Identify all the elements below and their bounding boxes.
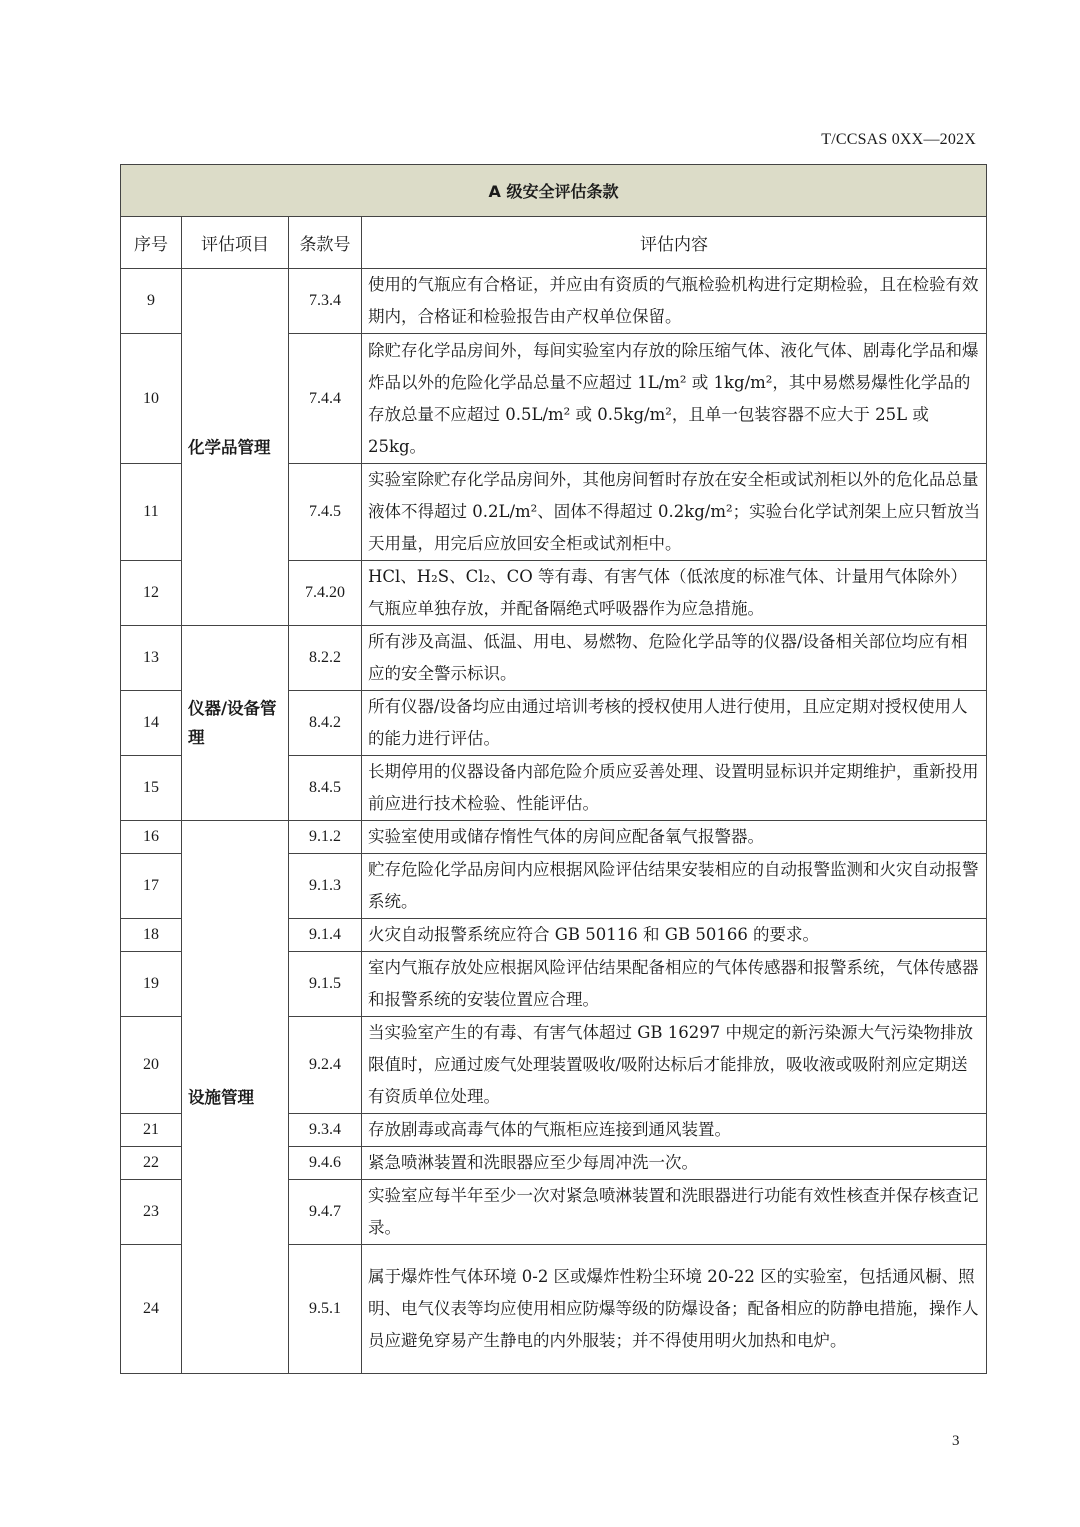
row-content: 除贮存化学品房间外，每间实验室内存放的除压缩气体、液化气体、剧毒化学品和爆炸品以外的危险化学品总量不应超过 1L/m² 或 1kg/m²，其中易燃易爆性化学品的存放总量不应超过 0.5L/m² 或 0.5kg/m²，且单一包装容器不应大于 25L 或 25kg。 [362, 334, 987, 464]
row-seq: 20 [121, 1017, 182, 1114]
row-content: 所有仪器/设备均应由通过培训考核的授权使用人进行使用，且应定期对授权使用人的能力进行评估。 [362, 691, 987, 756]
row-clause: 8.4.5 [289, 756, 362, 821]
row-clause: 8.2.2 [289, 626, 362, 691]
row-clause: 7.4.5 [289, 464, 362, 561]
row-seq: 14 [121, 691, 182, 756]
row-content: 室内气瓶存放处应根据风险评估结果配备相应的气体传感器和报警系统，气体传感器和报警系统的安装位置应合理。 [362, 952, 987, 1017]
row-clause: 9.5.1 [289, 1245, 362, 1374]
row-content: 所有涉及高温、低温、用电、易燃物、危险化学品等的仪器/设备相关部位均应有相应的安全警示标识。 [362, 626, 987, 691]
row-clause: 9.1.3 [289, 854, 362, 919]
column-header-item: 评估项目 [182, 217, 289, 269]
row-seq: 15 [121, 756, 182, 821]
row-seq: 23 [121, 1180, 182, 1245]
row-content: 实验室使用或储存惰性气体的房间应配备氧气报警器。 [362, 821, 987, 854]
row-seq: 22 [121, 1147, 182, 1180]
row-seq: 24 [121, 1245, 182, 1374]
row-clause: 8.4.2 [289, 691, 362, 756]
row-clause: 9.1.4 [289, 919, 362, 952]
category-instrument-management: 仪器/设备管理 [182, 626, 289, 821]
row-content: 当实验室产生的有毒、有害气体超过 GB 16297 中规定的新污染源大气污染物排放限值时，应通过废气处理装置吸收/吸附达标后才能排放，吸收液或吸附剂应定期送有资质单位处理。 [362, 1017, 987, 1114]
table-row [121, 626, 987, 691]
table-header-row [121, 217, 987, 269]
row-content: HCl、H₂S、Cl₂、CO 等有毒、有害气体（低浓度的标准气体、计量用气体除外）气瓶应单独存放，并配备隔绝式呼吸器作为应急措施。 [362, 561, 987, 626]
row-content: 实验室除贮存化学品房间外，其他房间暂时存放在安全柜或试剂柜以外的危化品总量液体不得超过 0.2L/m²、固体不得超过 0.2kg/m²；实验台化学试剂架上应只暂放当天用量，用完后应放回安全柜或试剂柜中。 [362, 464, 987, 561]
row-seq: 10 [121, 334, 182, 464]
table-row [121, 821, 987, 854]
row-content: 贮存危险化学品房间内应根据风险评估结果安装相应的自动报警监测和火灾自动报警系统。 [362, 854, 987, 919]
row-seq: 12 [121, 561, 182, 626]
row-seq: 13 [121, 626, 182, 691]
assessment-table [120, 164, 987, 1374]
row-seq: 16 [121, 821, 182, 854]
row-content: 长期停用的仪器设备内部危险介质应妥善处理、设置明显标识并定期维护，重新投用前应进行技术检验、性能评估。 [362, 756, 987, 821]
row-clause: 9.4.7 [289, 1180, 362, 1245]
table-title: A 级安全评估条款 [121, 165, 987, 217]
row-content: 存放剧毒或高毒气体的气瓶柜应连接到通风装置。 [362, 1114, 987, 1147]
column-header-clause: 条款号 [289, 217, 362, 269]
column-header-content: 评估内容 [362, 217, 987, 269]
row-clause: 9.1.2 [289, 821, 362, 854]
row-seq: 11 [121, 464, 182, 561]
row-clause: 9.2.4 [289, 1017, 362, 1114]
row-content: 使用的气瓶应有合格证，并应由有资质的气瓶检验机构进行定期检验，且在检验有效期内，合格证和检验报告由产权单位保留。 [362, 269, 987, 334]
row-clause: 9.4.6 [289, 1147, 362, 1180]
category-facility-management: 设施管理 [182, 821, 289, 1374]
column-header-seq: 序号 [121, 217, 182, 269]
row-clause: 7.4.4 [289, 334, 362, 464]
row-seq: 9 [121, 269, 182, 334]
row-seq: 21 [121, 1114, 182, 1147]
row-clause: 7.4.20 [289, 561, 362, 626]
row-content: 实验室应每半年至少一次对紧急喷淋装置和洗眼器进行功能有效性核查并保存核查记录。 [362, 1180, 987, 1245]
document-code: T/CCSAS 0XX—202X [821, 131, 976, 148]
row-clause: 9.3.4 [289, 1114, 362, 1147]
row-content: 属于爆炸性气体环境 0-2 区或爆炸性粉尘环境 20-22 区的实验室，包括通风橱、照明、电气仪表等均应使用相应防爆等级的防爆设备；配备相应的防静电措施，操作人员应避免穿易产生静电的内外服装；并不得使用明火加热和电炉。 [362, 1245, 987, 1374]
page-number: 3 [952, 1433, 960, 1449]
row-clause: 9.1.5 [289, 952, 362, 1017]
row-seq: 19 [121, 952, 182, 1017]
row-seq: 17 [121, 854, 182, 919]
table-row [121, 269, 987, 334]
row-clause: 7.3.4 [289, 269, 362, 334]
row-content: 火灾自动报警系统应符合 GB 50116 和 GB 50166 的要求。 [362, 919, 987, 952]
category-chemical-management: 化学品管理 [182, 269, 289, 626]
row-content: 紧急喷淋装置和洗眼器应至少每周冲洗一次。 [362, 1147, 987, 1180]
row-seq: 18 [121, 919, 182, 952]
